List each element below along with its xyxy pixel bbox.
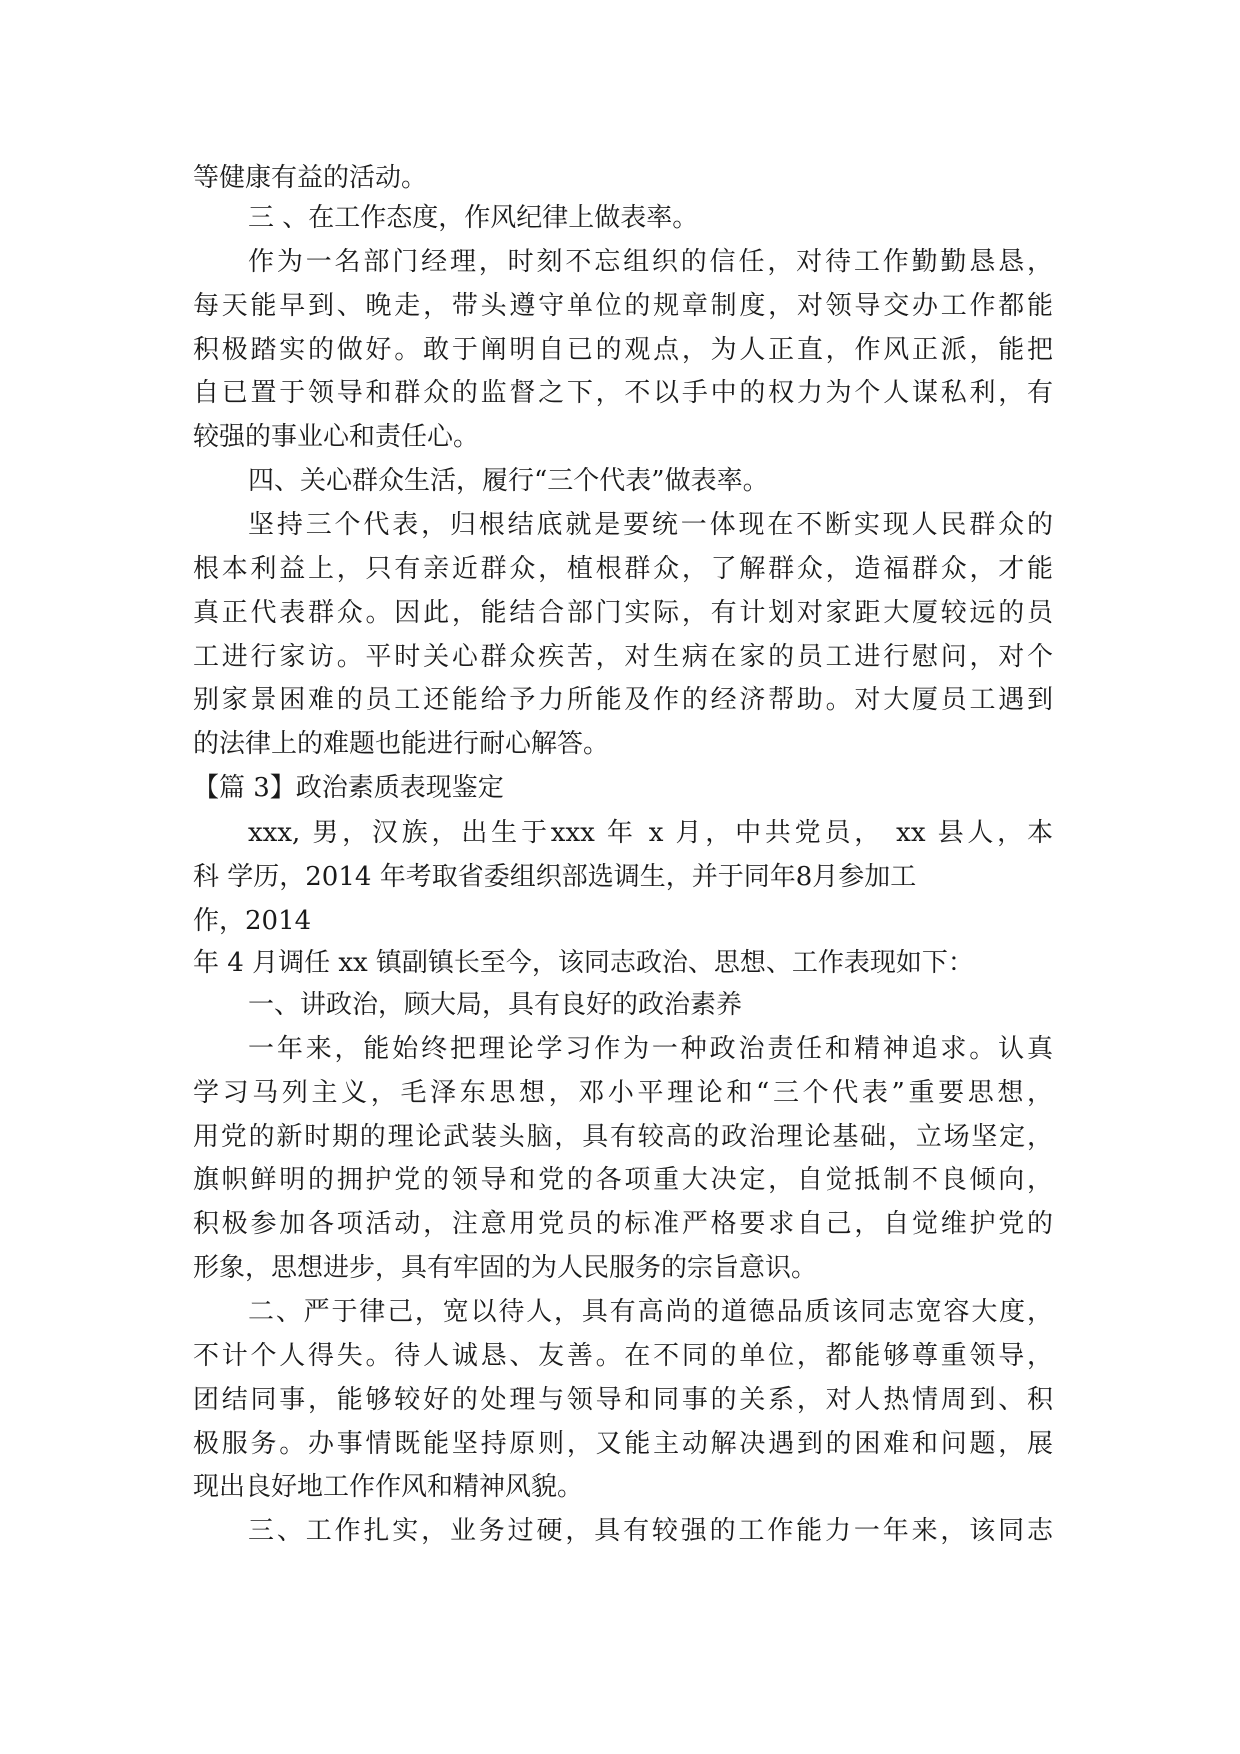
article-heading: 【篇 3】政治素质表现鉴定 [193,773,504,803]
text-line: 别家景困难的员工还能给予力所能及作的经济帮助。对大厦员工遇到 [193,685,1053,715]
section-heading: 一、讲政治，顾大局，具有良好的政治素养 [248,990,743,1020]
section-heading: 三 、在工作态度，作风纪律上做表率。 [248,203,699,233]
text-line: 不计个人得失。待人诚恳、友善。在不同的单位，都能够尊重领导， [193,1341,1053,1371]
text-line: 科 学历，2014 年考取省委组织部选调生，并于同年8月参加工 [193,862,917,892]
text-line: 形象，思想进步，具有牢固的为人民服务的宗旨意识。 [193,1253,818,1283]
section-heading: 二、严于律己，宽以待人，具有高尚的道德品质该同志宽容大度， [248,1297,1053,1327]
section-heading: 三、工作扎实，业务过硬，具有较强的工作能力一年来，该同志 [248,1516,1053,1546]
text-line: 每天能早到、晚走，带头遵守单位的规章制度，对领导交办工作都能 [193,291,1053,321]
text-line: 等健康有益的活动。 [193,163,428,193]
text-line: 旗帜鲜明的拥护党的领导和党的各项重大决定，自觉抵制不良倾向， [193,1165,1053,1195]
text-line: 的法律上的难题也能进行耐心解答。 [193,729,610,759]
text-line: 工进行家访。平时关心群众疾苦，对生病在家的员工进行慰问，对个 [193,642,1053,672]
text-line: 坚持三个代表，归根结底就是要统一体现在不断实现人民群众的 [248,510,1053,540]
text-line: 积极踏实的做好。敢于阐明自已的观点，为人正直，作风正派，能把 [193,335,1053,365]
text-line: 根本利益上，只有亲近群众，植根群众，了解群众，造福群众，才能 [193,554,1053,584]
text-line: 年 4 月调任 xx 镇副镇长至今，该同志政治、思想、工作表现如下： [193,948,974,978]
text-line: 真正代表群众。因此，能结合部门实际，有计划对家距大厦较远的员 [193,598,1053,628]
text-line: 积极参加各项活动，注意用党员的标准严格要求自己，自觉维护党的 [193,1209,1053,1239]
text-line: 用党的新时期的理论武装头脑，具有较高的政治理论基础，立场坚定， [193,1122,1053,1152]
text-line: 现出良好地工作作风和精神风貌。 [193,1472,584,1502]
text-line: xxx, 男，汉族，出生于xxx 年 x 月，中共党员， xx 县人，本 [248,818,1053,848]
section-heading: 四、关心群众生活，履行“三个代表”做表率。 [248,466,769,496]
text-line: 团结同事，能够较好的处理与领导和同事的关系，对人热情周到、积 [193,1385,1053,1415]
text-line: 作，2014 [193,906,312,936]
text-line: 一年来，能始终把理论学习作为一种政治责任和精神追求。认真 [248,1034,1053,1064]
text-line: 较强的事业心和责任心。 [193,422,480,452]
text-line: 学习马列主义，毛泽东思想，邓小平理论和“三个代表”重要思想， [193,1078,1053,1108]
text-line: 极服务。办事情既能坚持原则，又能主动解决遇到的困难和问题，展 [193,1429,1053,1459]
text-line: 作为一名部门经理，时刻不忘组织的信任，对待工作勤勤恳恳， [248,247,1053,277]
text-line: 自已置于领导和群众的监督之下，不以手中的权力为个人谋私利，有 [193,378,1053,408]
